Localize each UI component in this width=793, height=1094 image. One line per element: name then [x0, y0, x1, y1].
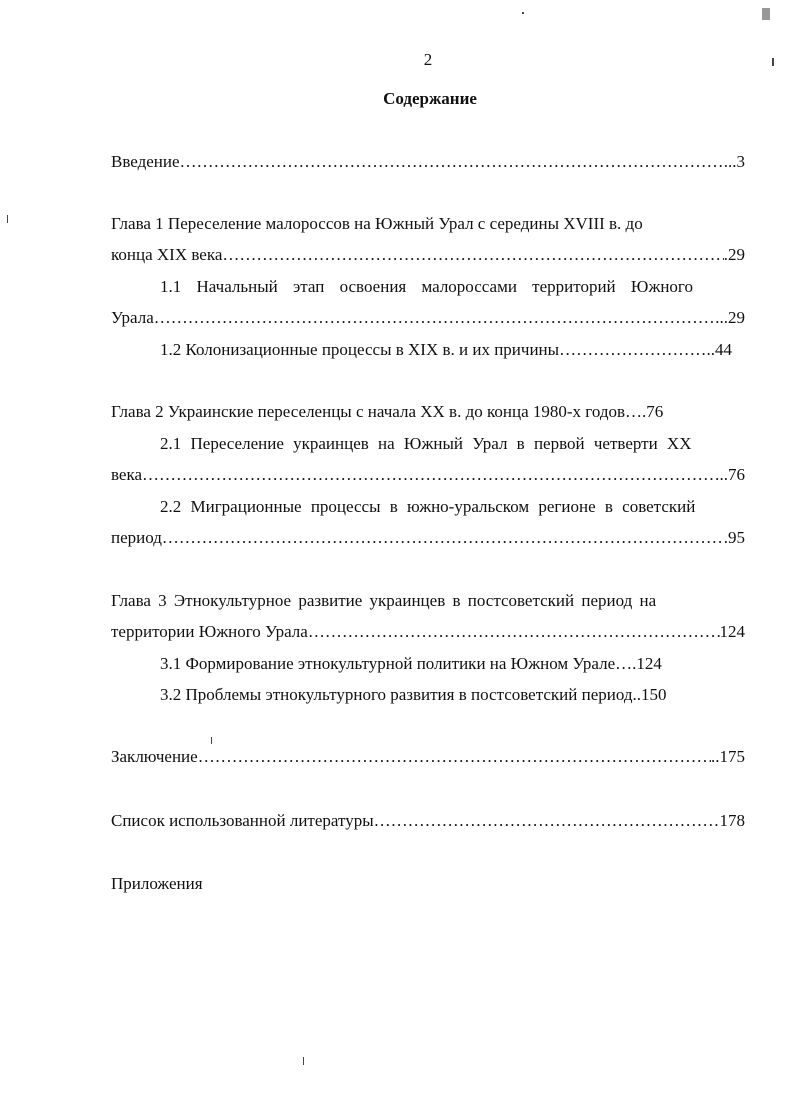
toc-section-2-2-line2: период ………………………………………………………………………………………………………………………………………………………………… .95: [111, 527, 745, 549]
toc-appendix: Приложения: [111, 874, 203, 893]
scan-artifact: [772, 58, 774, 66]
toc-conclusion: Заключение ………………………………………………………………………………………………………………………………………………………………… ..175: [111, 746, 745, 768]
page-number: 2: [423, 50, 433, 69]
toc-section-3-2: 3.2 Проблемы этнокультурного развития в постсоветский период..150: [160, 685, 667, 704]
toc-chapter3-line1: Глава 3 Этнокультурное развитие украинцев в постсоветский период на: [111, 591, 657, 610]
scan-artifact: [7, 215, 8, 223]
scan-artifact: [762, 8, 770, 20]
page-title: Содержание: [383, 89, 477, 108]
toc-chapter1-line2: конца XIX века ………………………………………………………………………………………………………………………………………………………………… .29: [111, 244, 745, 266]
scan-artifact: [303, 1057, 304, 1065]
toc-section-2-2-line1: 2.2 Миграционные процессы в южно-уральском регионе в советский: [160, 497, 696, 516]
toc-intro: Введение ………………………………………………………………………………………………………………………………………………………………… ...3: [111, 151, 745, 173]
toc-bibliography: Список использованной литературы ………………………………………………………………………………………………………………………………………………………………… 178: [111, 810, 745, 832]
toc-section-1-2: 1.2 Колонизационные процессы в XIX в. и их причины ………………………………………………………………………………………………………………………………………………………………… ..44: [160, 339, 732, 361]
toc-chapter2: Глава 2 Украинские переселенцы с начала XX в. до конца 1980-х годов….76: [111, 402, 664, 421]
scan-artifact: [522, 12, 524, 14]
toc-section-1-1-line1: 1.1 Начальный этап освоения малороссами территорий Южного: [160, 277, 693, 296]
toc-chapter1-line1: Глава 1 Переселение малороссов на Южный Урал с середины XVIII в. до: [111, 214, 643, 233]
toc-section-2-1-line2: века ………………………………………………………………………………………………………………………………………………………………… ..76: [111, 464, 745, 486]
toc-chapter3-line2: территории Южного Урала ………………………………………………………………………………………………………………………………………………………………… 124: [111, 621, 745, 643]
toc-section-1-1-line2: Урала ………………………………………………………………………………………………………………………………………………………………… ...29: [111, 307, 745, 329]
toc-section-2-1-line1: 2.1 Переселение украинцев на Южный Урал в первой четверти XX: [160, 434, 692, 453]
toc-section-3-1: 3.1 Формирование этнокультурной политики на Южном Урале….124: [160, 654, 662, 673]
scan-artifact: [211, 737, 212, 744]
